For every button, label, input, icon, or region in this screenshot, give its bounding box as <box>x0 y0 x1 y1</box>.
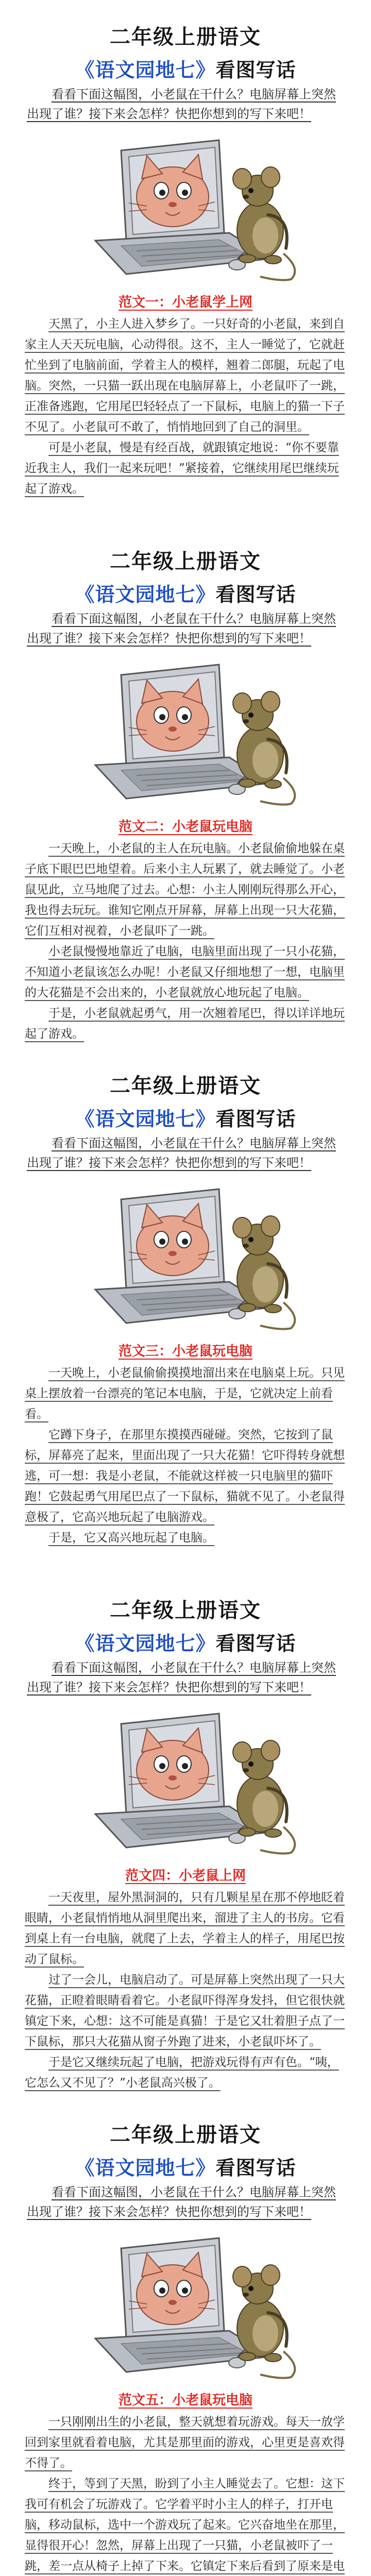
unit-subtitle <box>0 1103 371 1131</box>
book-title: 《语文园地七》 <box>75 58 216 81</box>
book-title: 《语文园地七》 <box>75 583 216 606</box>
grade-title: 二年级上册语文 <box>110 1598 261 1622</box>
essay-paragraph: 于是，小老鼠就起勇气，用一次翘着尾巴，得以详详地玩起了游戏。 <box>25 1007 345 1041</box>
task-title: 看图写话 <box>215 1107 296 1130</box>
model-essay-body <box>0 838 371 1044</box>
essay-paragraph: 一只刚刚出生的小老鼠，整天就想着玩游戏。每天一放学回到家里就看着电脑，尤其是那里面的游戏，心里更是喜欢得不得了。 <box>25 2415 345 2470</box>
illustration <box>64 130 307 284</box>
model-essay-heading: 范文三：小老鼠玩电脑 <box>118 1344 252 1359</box>
unit-subtitle <box>0 2152 371 2180</box>
essay-paragraph: 终于，等到了天黑，盼到了小主人睡觉去了。它想：这下我可有机会了玩游戏了。它学着平时小主人的样子，打开电脑，移动鼠标，选中一个游戏玩了起来。它兴奋地坐在那里，显得很开心！忽然，屏幕上出现了一只猫，小老鼠被吓了一跳，差一点从椅子上掉了下来。它镇定下来后看到了原来是电 <box>25 2477 345 2573</box>
book-title: 《语文园地七》 <box>75 1632 216 1655</box>
model-essay-heading: 范文一：小老鼠学上网 <box>118 295 252 310</box>
writing-section <box>0 524 371 1040</box>
model-essay-body <box>0 2412 371 2576</box>
task-title: 看图写话 <box>215 1632 296 1655</box>
illustration <box>64 1179 307 1333</box>
book-title: 《语文园地七》 <box>75 2156 216 2179</box>
model-essay-heading: 范文五：小老鼠玩电脑 <box>118 2393 252 2408</box>
writing-prompt: 看看下面这幅图，小老鼠在干什么？电脑屏幕上突然出现了谁？接下来会怎样？快把你想到的写下来吧！ <box>27 612 336 646</box>
writing-section <box>0 0 371 515</box>
writing-prompt: 看看下面这幅图，小老鼠在干什么？电脑屏幕上突然出现了谁？接下来会怎样？快把你想到的写下来吧！ <box>27 87 336 121</box>
unit-subtitle <box>0 54 371 82</box>
laptop-cat-mouse-illustration <box>64 2228 307 2382</box>
unit-subtitle <box>0 579 371 607</box>
essay-paragraph: 天黑了，小主人进入梦乡了。一只好奇的小老鼠，来到自家主人天天玩电脑，心动得很。这不，主人一睡觉了，它就赶忙坐到了电脑前面，学着主人的模样，翘着二郎腿，玩起了电脑。突然，一只猫一跃出现在电脑屏幕上，小老鼠吓了一跳，正准备逃跑，它用尾巴轻轻点了一下鼠标，电脑上的猫一下子不见了。小老鼠可不敢了，悄悄地回到了自己的洞里。 <box>25 317 345 434</box>
writing-prompt: 看看下面这幅图，小老鼠在干什么？电脑屏幕上突然出现了谁？接下来会怎样？快把你想到的写下来吧！ <box>27 1660 336 1694</box>
grade-title: 二年级上册语文 <box>110 2123 261 2147</box>
task-title: 看图写话 <box>215 2156 296 2179</box>
essay-paragraph: 小老鼠慢慢地靠近了电脑，电脑里面出现了一只小花猫，不知道小老鼠该怎么办呢！小老鼠又仔细地想了一想，电脑里的大花猫是不会出来的，小老鼠就放心地玩起了电脑。 <box>25 945 345 999</box>
essay-paragraph: 一天夜里，屋外黑洞洞的，只有几颗星星在那不停地眨着眼睛，小老鼠悄悄地从洞里爬出来，溜进了主人的书房。它看到桌上有一台电脑，就爬了上去，学着主人的样子，用尾巴按动了鼠标。 <box>25 1891 345 1966</box>
writing-section <box>0 1049 371 1564</box>
grade-title: 二年级上册语文 <box>110 1074 261 1098</box>
essay-paragraph: 过了一会儿，电脑启动了。可是屏幕上突然出现了一只大花猫，正瞪着眼睛看着它。小老鼠吓得浑身发抖，但它很快就镇定下来，心想：这不可能是真猫！于是它又壮着胆子点了一下鼠标，那只大花猫从窗子外跑了进来，小老鼠吓坏了。 <box>25 1973 345 2048</box>
model-essay-body <box>0 314 371 499</box>
essay-paragraph: 一天晚上，小老鼠偷偷摸摸地溜出来在电脑桌上玩。只见桌上摆放着一台漂亮的笔记本电脑，于是，它就决定上前看看。 <box>25 1366 345 1421</box>
writing-section <box>0 2098 371 2576</box>
illustration <box>64 1703 307 1858</box>
unit-subtitle <box>0 1628 371 1656</box>
task-title: 看图写话 <box>215 583 296 606</box>
essay-paragraph: 一天晚上，小老鼠的主人在玩电脑。小老鼠偷偷地躲在桌子底下眼巴巴地望着。后来小主人玩累了，就去睡觉了。小老鼠见此，立马地爬了过去。心想：小主人刚刚玩得那么开心，我也得去玩玩。谁知它刚点开屏幕，屏幕上出现一只大花猫，它们互相对视着，小老鼠吓了一跳。 <box>25 842 345 938</box>
model-essay-heading: 范文二：小老鼠玩电脑 <box>118 819 252 835</box>
essay-paragraph: 于是它又继续玩起了电脑，把游戏玩得有声有色。“咦，它怎么又不见了？”小老鼠高兴极了。 <box>25 2056 339 2090</box>
laptop-cat-mouse-illustration <box>64 654 307 809</box>
illustration <box>64 654 307 809</box>
essay-paragraph: 于是，它又高兴地玩起了电脑。 <box>48 1531 214 1545</box>
essay-paragraph: 它蹲下身子，在那里东摸摸西碰碰。突然，它按到了鼠标，屏幕亮了起来，里面出现了一只大花猫！它吓得转身就想逃，可一想：我是小老鼠，不能就这样被一只电脑里的猫吓跑！它鼓起勇气用尾巴点了一下鼠标，猫就不见了。小老鼠得意极了，它高兴地玩起了电脑游戏。 <box>25 1428 345 1524</box>
writing-section <box>0 1573 371 2089</box>
writing-prompt: 看看下面这幅图，小老鼠在干什么？电脑屏幕上突然出现了谁？接下来会怎样？快把你想到的写下来吧！ <box>27 1136 336 1170</box>
book-title: 《语文园地七》 <box>75 1107 216 1130</box>
writing-prompt: 看看下面这幅图，小老鼠在干什么？电脑屏幕上突然出现了谁？接下来会怎样？快把你想到的写下来吧！ <box>27 2185 336 2219</box>
illustration <box>64 2228 307 2382</box>
grade-title: 二年级上册语文 <box>110 549 261 573</box>
model-essay-heading: 范文四：小老鼠上网 <box>125 1868 246 1884</box>
model-essay-body <box>0 1887 371 2093</box>
laptop-cat-mouse-illustration <box>64 130 307 284</box>
model-essay-body <box>0 1363 371 1548</box>
laptop-cat-mouse-illustration <box>64 1179 307 1333</box>
task-title: 看图写话 <box>215 58 296 81</box>
essay-paragraph: 可是小老鼠，慢是有经百战，就跟镇定地说：“你不要靠近我主人，我们一起来玩吧！”紧接着，它继续用尾巴继续玩起了游戏。 <box>25 441 339 496</box>
grade-title: 二年级上册语文 <box>110 25 261 49</box>
laptop-cat-mouse-illustration <box>64 1703 307 1858</box>
